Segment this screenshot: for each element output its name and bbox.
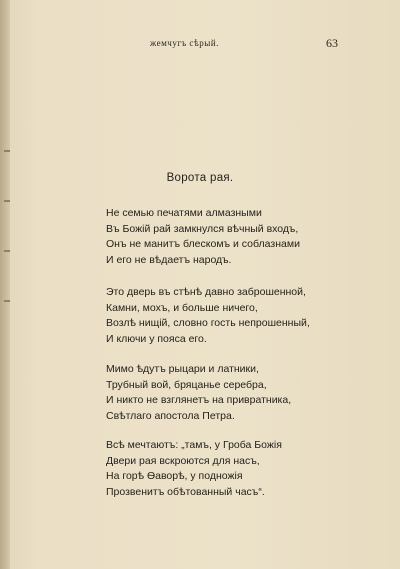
stanza-3 — [106, 362, 291, 424]
poem-line: И ключи у пояса его. — [106, 332, 207, 345]
running-head: жемчугъ сѣрый. — [150, 38, 219, 48]
poem-line: Возлѣ нищій, словно гость непрошенный, — [106, 317, 310, 329]
poem-line: Всѣ мечтаютъ: „тамъ, у Гроба Божія — [106, 439, 282, 451]
stanza-4 — [106, 438, 282, 500]
stanza-2 — [106, 285, 310, 347]
poem-line: Не семью печатями алмазными — [106, 207, 262, 219]
stanza-1 — [106, 206, 300, 268]
poem-line: На горѣ Ѳаворѣ, у подножія — [106, 470, 243, 482]
poem-line: Двери рая вскроются для насъ, — [106, 454, 260, 467]
poem-line: Это дверь въ стѣнѣ давно заброшенной, — [106, 286, 306, 298]
binding-stitch — [4, 200, 10, 202]
poem-title: Ворота рая. — [166, 172, 234, 184]
poem-line: Въ Божій рай замкнулся вѣчный входъ, — [106, 222, 299, 235]
poem-line: И его не вѣдаетъ народъ. — [106, 253, 232, 266]
binding-stitch — [4, 300, 10, 302]
poem-line: Камни, мохъ, и больше ничего, — [106, 301, 258, 314]
poem-line: Онъ не манитъ блескомъ и соблазнами — [106, 238, 300, 250]
poem-line: Прозвенитъ обѣтованный часъ“. — [106, 485, 265, 498]
page-number: 63 — [326, 36, 338, 50]
poem-line: И никто не взглянетъ на привратника, — [106, 394, 292, 406]
book-spine — [0, 0, 10, 569]
binding-stitch — [4, 250, 10, 252]
binding-stitch — [4, 150, 10, 152]
poem-line: Мимо ѣдутъ рыцари и латники, — [106, 363, 259, 375]
page-header — [0, 38, 400, 52]
poem-line: Свѣтлаго апостола Петра. — [106, 409, 235, 422]
poem-line: Трубный вой, бряцанье серебра, — [106, 378, 267, 391]
